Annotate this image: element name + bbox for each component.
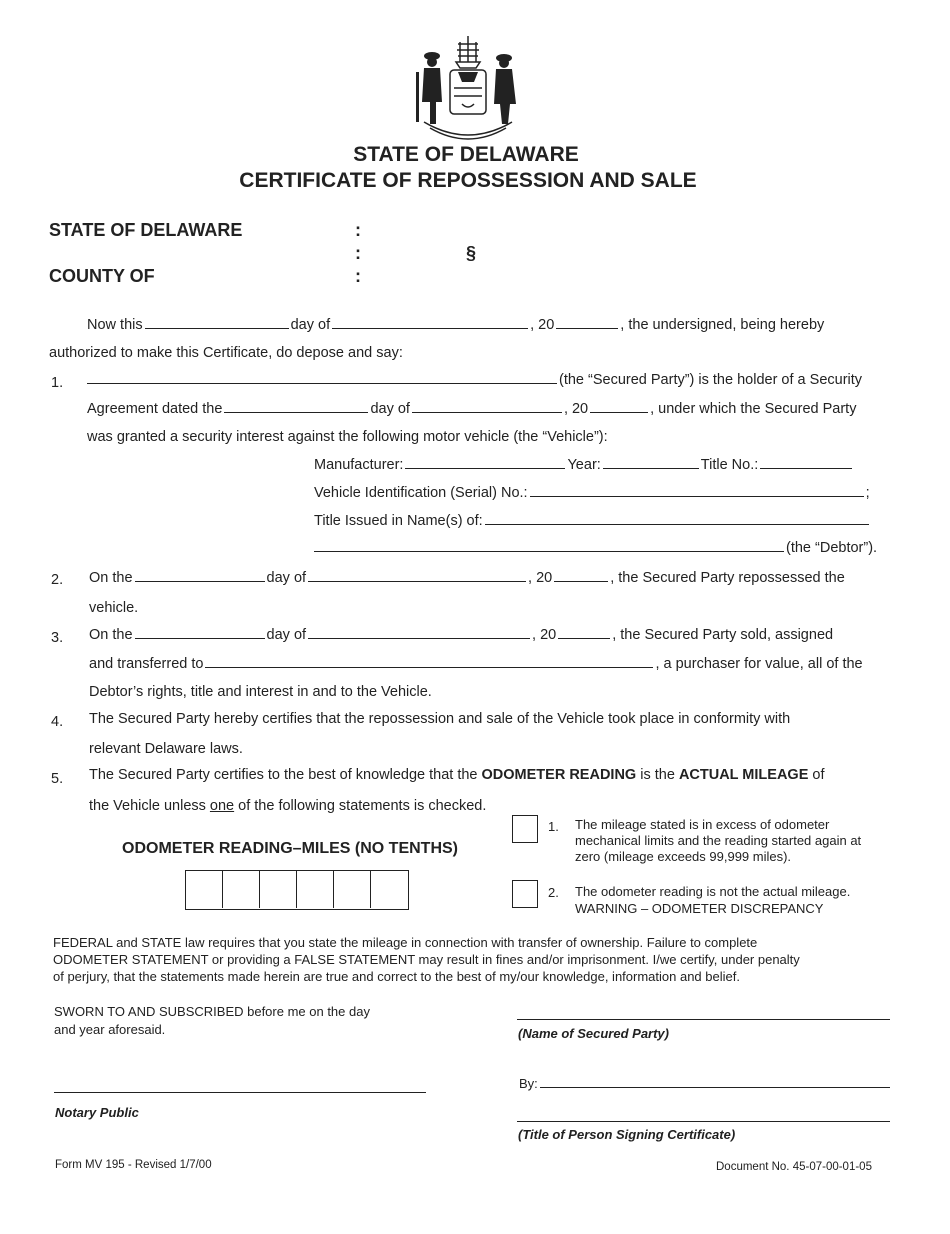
odometer-digit-box[interactable]: [223, 871, 260, 908]
manufacturer-label: Manufacturer:: [314, 457, 404, 473]
day-of-text: day of: [266, 570, 307, 586]
item-3-line-1: [89, 627, 833, 643]
item-5-line-1: [89, 767, 825, 783]
odometer-digit-box[interactable]: [186, 871, 223, 908]
page-title-certificate: CERTIFICATE OF REPOSSESSION AND SALE: [239, 169, 697, 192]
intro-year-field[interactable]: [556, 327, 618, 329]
debtor-line: [314, 540, 877, 556]
actual-mileage-emphasis: ACTUAL MILEAGE: [678, 767, 809, 783]
document-number: Document No. 45-07-00-01-05: [716, 1161, 872, 1173]
federal-warning: [53, 934, 800, 985]
statements-text: of the following statements is checked.: [238, 798, 487, 814]
item-5-text: The Secured Party certifies to the best of knowledge that the: [89, 767, 478, 783]
intro-line-2: authorized to make this Certificate, do depose and say:: [49, 345, 403, 361]
venue-state-label: STATE OF DELAWARE: [49, 220, 243, 240]
now-this-text: Now this: [87, 317, 143, 333]
manufacturer-field[interactable]: [405, 467, 565, 469]
day-of-text: day of: [266, 627, 307, 643]
agreement-year-field[interactable]: [590, 411, 648, 413]
odometer-label: ODOMETER READING–MILES (NO TENTHS): [122, 840, 459, 857]
agreement-day-field[interactable]: [224, 411, 368, 413]
sworn-line-1: SWORN TO AND SUBSCRIBED before me on the day: [54, 1004, 370, 1019]
title-no-label: Title No.:: [700, 457, 759, 473]
item-5-line-2: [89, 798, 486, 814]
odometer-digit-box[interactable]: [297, 871, 334, 908]
notary-public-label: Notary Public: [55, 1105, 139, 1120]
sale-year-field[interactable]: [558, 637, 610, 639]
sworn-line-2: and year aforesaid.: [54, 1022, 166, 1037]
by-label: By:: [519, 1076, 538, 1091]
venue-colon: :: [355, 266, 361, 286]
name-of-secured-party-label: (Name of Secured Party): [518, 1026, 669, 1041]
delaware-state-seal: [410, 32, 526, 142]
item-1-line-2: [87, 401, 856, 417]
federal-warning-line: ODOMETER STATEMENT or providing a FALSE STATEMENT may result in fines and/or imprisonment. I/we certify, under penalty: [53, 952, 800, 967]
secured-party-name-field[interactable]: [87, 382, 557, 384]
item-2-line-1: [89, 570, 845, 586]
not-actual-mileage-checkbox[interactable]: [512, 880, 538, 908]
odometer-digit-box[interactable]: [371, 871, 408, 908]
agreement-dated-text: Agreement dated the: [87, 401, 223, 417]
option-2-line-1: The odometer reading is not the actual mileage.: [575, 884, 851, 899]
of-text: of: [812, 767, 825, 783]
twenty-text: , 20: [563, 401, 589, 417]
item-5-number: 5.: [51, 771, 64, 787]
vehicle-details-line: [314, 457, 854, 473]
item-3-line-2: [89, 656, 863, 672]
odometer-digit-box[interactable]: [334, 871, 371, 908]
item-1-line-1: [87, 372, 862, 388]
title-of-person-label: (Title of Person Signing Certificate): [518, 1127, 736, 1142]
on-the-text: On the: [89, 570, 133, 586]
vin-semicolon: ;: [865, 485, 870, 501]
option-2-text: [575, 883, 850, 917]
title-no-field[interactable]: [760, 467, 852, 469]
year-label: Year:: [567, 457, 601, 473]
intro-line: [87, 317, 824, 333]
notary-signature-line[interactable]: [54, 1092, 426, 1093]
venue-colon: :: [355, 220, 361, 240]
title-signature-line[interactable]: [517, 1121, 890, 1122]
federal-warning-line: FEDERAL and STATE law requires that you state the mileage in connection with transfer of ownership. Failure to complete: [53, 935, 758, 950]
option-1-line-3: zero (mileage exceeds 99,999 miles).: [575, 849, 792, 864]
twenty-text: , 20: [532, 627, 557, 643]
undersigned-text: , the undersigned, being hereby: [620, 317, 825, 333]
purchaser-text: , a purchaser for value, all of the: [655, 656, 863, 672]
item-4-line-2: relevant Delaware laws.: [89, 741, 243, 757]
sale-day-field[interactable]: [135, 637, 265, 639]
form-number: Form MV 195 - Revised 1/7/00: [55, 1159, 212, 1171]
transferred-text: and transferred to: [89, 656, 204, 672]
repossessed-text: , the Secured Party repossessed the: [610, 570, 845, 586]
item-2-number: 2.: [51, 572, 64, 588]
debtor-text: (the “Debtor”).: [786, 540, 878, 556]
item-4-number: 4.: [51, 714, 64, 730]
agreement-month-field[interactable]: [412, 411, 562, 413]
year-field[interactable]: [603, 467, 699, 469]
option-1-line-1: The mileage stated is in excess of odometer: [575, 817, 830, 832]
vin-line: [314, 485, 870, 501]
day-of-text: day of: [370, 401, 410, 417]
unless-text: the Vehicle unless: [89, 798, 206, 814]
item-1-number: 1.: [51, 375, 64, 391]
option-1-line-2: mechanical limits and the reading started again at: [575, 833, 862, 848]
odometer-digit-boxes[interactable]: [185, 870, 409, 910]
item-3-number: 3.: [51, 630, 64, 646]
venue-colon: :: [355, 243, 361, 263]
is-the-text: is the: [640, 767, 675, 783]
under-which-text: , under which the Secured Party: [650, 401, 857, 417]
item-1-line-3: was granted a security interest against the following motor vehicle (the “Vehicle”):: [87, 429, 608, 445]
repossession-month-field[interactable]: [308, 580, 526, 582]
vin-label: Vehicle Identification (Serial) No.:: [314, 485, 528, 501]
day-of-text: day of: [290, 317, 331, 333]
title-issued-label: Title Issued in Name(s) of:: [314, 513, 483, 529]
venue-county-label: COUNTY OF: [49, 266, 155, 286]
option-2-line-2: WARNING – ODOMETER DISCREPANCY: [575, 901, 824, 916]
intro-month-field[interactable]: [332, 327, 528, 329]
twenty-text: , 20: [528, 570, 553, 586]
option-2-number: 2.: [548, 885, 559, 900]
one-underlined: one: [209, 798, 235, 814]
sworn-statement: [54, 1003, 370, 1039]
sale-month-field[interactable]: [308, 637, 530, 639]
by-signature-line[interactable]: [540, 1087, 890, 1088]
purchaser-field[interactable]: [205, 666, 653, 668]
secured-party-text: (the “Secured Party”) is the holder of a Security: [559, 372, 863, 388]
on-the-text: On the: [89, 627, 133, 643]
odometer-digit-box[interactable]: [260, 871, 297, 908]
intro-day-field[interactable]: [145, 327, 289, 329]
odometer-reading-emphasis: ODOMETER READING: [481, 767, 637, 783]
option-1-number: 1.: [548, 819, 559, 834]
mileage-exceeds-checkbox[interactable]: [512, 815, 538, 843]
sold-text: , the Secured Party sold, assigned: [612, 627, 834, 643]
item-3-line-3: Debtor’s rights, title and interest in and to the Vehicle.: [89, 684, 432, 700]
title-issued-field[interactable]: [485, 523, 869, 525]
secured-party-signature-line[interactable]: [517, 1019, 890, 1020]
federal-warning-line: of perjury, that the statements made herein are true and correct to the best of my/our knowledge, information and belief.: [53, 969, 740, 984]
title-issued-line: [314, 513, 871, 529]
page-title-state: STATE OF DELAWARE: [353, 143, 579, 166]
section-symbol: §: [466, 243, 477, 263]
twenty-text: , 20: [530, 317, 555, 333]
repossession-year-field[interactable]: [554, 580, 608, 582]
item-4-line-1: The Secured Party hereby certifies that the repossession and sale of the Vehicle took place in conformity with: [89, 711, 791, 727]
option-1-text: [575, 817, 861, 865]
repossession-day-field[interactable]: [135, 580, 265, 582]
debtor-name-field[interactable]: [314, 550, 784, 552]
item-2-line-2: vehicle.: [89, 600, 139, 616]
vin-field[interactable]: [530, 495, 864, 497]
